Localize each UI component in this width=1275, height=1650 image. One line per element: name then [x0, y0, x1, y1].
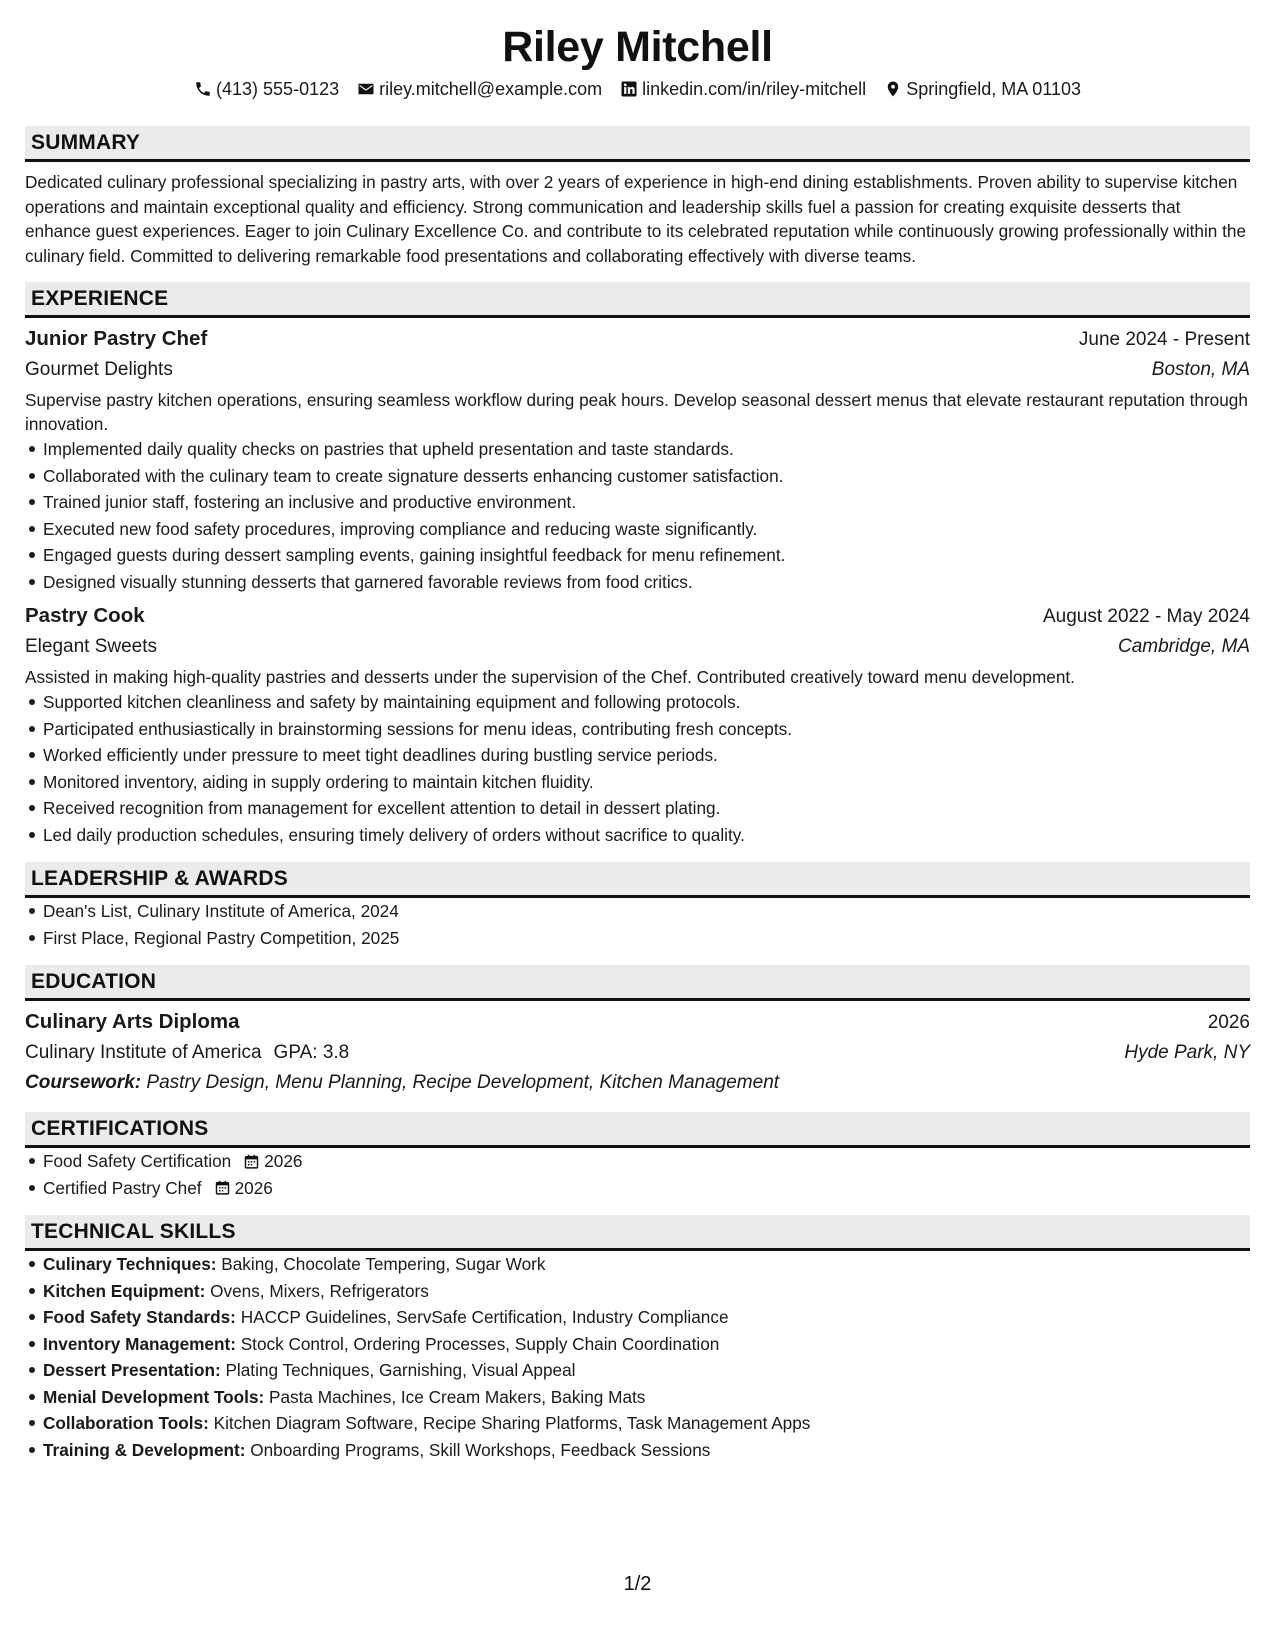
calendar-icon [214, 1179, 231, 1196]
list-item: Led daily production schedules, ensuring timely delivery of orders without sacrifice to quality. [43, 822, 1250, 849]
awards-list [25, 898, 1250, 951]
page-number: 1/2 [623, 1573, 652, 1595]
job-title: Junior Pastry Chef [25, 327, 208, 350]
section-title-skills: TECHNICAL SKILLS [25, 1215, 1250, 1251]
list-item [43, 1410, 1250, 1437]
list-item: Designed visually stunning desserts that garnered favorable reviews from food critics. [43, 569, 1250, 596]
skill-label: Menial Development Tools: [43, 1386, 265, 1407]
list-item: Monitored inventory, aiding in supply ordering to maintain kitchen fluidity. [43, 769, 1250, 796]
list-item: Collaborated with the culinary team to create signature desserts enhancing customer satisfaction. [43, 463, 1250, 490]
location-text: Springfield, MA 01103 [906, 79, 1081, 99]
skill-value: Pasta Machines, Ice Cream Makers, Baking Mats [269, 1386, 646, 1407]
list-item: Participated enthusiastically in brainstorming sessions for menu ideas, contributing fresh concepts. [43, 716, 1250, 743]
awards-section [25, 862, 1250, 951]
list-item [43, 1278, 1250, 1305]
education-year: 2026 [1207, 1012, 1250, 1033]
skill-value: HACCP Guidelines, ServSafe Certification, Industry Compliance [240, 1307, 729, 1327]
cert-name: Certified Pastry Chef [43, 1177, 202, 1198]
linkedin-link[interactable]: linkedin.com/in/riley-mitchell [642, 79, 867, 99]
list-item: Worked efficiently under pressure to meet tight deadlines during bustling service periods. [43, 742, 1250, 769]
contact-location [884, 76, 1081, 102]
list-item: Engaged guests during dessert sampling events, gaining insightful feedback for menu refinement. [43, 542, 1250, 569]
certifications-section [25, 1112, 1250, 1201]
job-dates: August 2022 - May 2024 [1042, 606, 1250, 627]
map-pin-icon [884, 80, 902, 98]
job-title: Pastry Cook [25, 604, 145, 627]
linkedin-icon [620, 80, 638, 98]
list-item [43, 1331, 1250, 1358]
contact-bar [25, 76, 1250, 102]
skills-section [25, 1215, 1250, 1463]
job-entry [25, 324, 1250, 595]
candidate-name: Riley Mitchell [502, 23, 773, 71]
list-item [43, 1175, 1250, 1202]
section-title-certifications: CERTIFICATIONS [25, 1112, 1250, 1148]
coursework [25, 1068, 1250, 1098]
experience-section [25, 282, 1250, 848]
skill-label: Collaboration Tools: [43, 1413, 209, 1433]
calendar-icon [243, 1153, 260, 1170]
job-description: Assisted in making high-quality pastries and desserts under the supervision of the Chef. Contributed creatively toward menu development. [25, 667, 1075, 687]
list-item: Implemented daily quality checks on pastries that upheld presentation and taste standards. [43, 436, 1250, 463]
skill-value: Baking, Chocolate Tempering, Sugar Work [221, 1254, 546, 1274]
gpa-text: GPA: 3.8 [273, 1042, 350, 1063]
skill-value: Plating Techniques, Garnishing, Visual Appeal [225, 1360, 576, 1380]
skill-label: Kitchen Equipment: [43, 1280, 206, 1301]
coursework-label: Coursework: [25, 1072, 142, 1093]
list-item [43, 1148, 1250, 1175]
skill-value: Stock Control, Ordering Processes, Supply Chain Coordination [240, 1333, 720, 1354]
section-title-awards: LEADERSHIP & AWARDS [25, 862, 1250, 898]
email-link[interactable]: riley.mitchell@example.com [379, 79, 603, 99]
skill-label: Culinary Techniques: [43, 1254, 217, 1274]
job-bullets [25, 689, 1250, 848]
list-item: First Place, Regional Pastry Competition, 2025 [43, 925, 1250, 952]
section-title-summary: SUMMARY [25, 126, 1250, 162]
education-entry [25, 1007, 1250, 1098]
list-item: Dean's List, Culinary Institute of America, 2024 [43, 898, 1250, 925]
skill-label: Inventory Management: [43, 1333, 236, 1354]
cert-year: 2026 [264, 1151, 303, 1171]
list-item [43, 1437, 1250, 1464]
skill-label: Training & Development: [43, 1439, 246, 1460]
section-title-experience: EXPERIENCE [25, 282, 1250, 318]
list-item [43, 1357, 1250, 1384]
phone-text: (413) 555-0123 [216, 79, 340, 99]
list-item [43, 1384, 1250, 1411]
skill-value: Onboarding Programs, Skill Workshops, Feedback Sessions [250, 1439, 711, 1460]
job-dates: June 2024 - Present [1078, 329, 1250, 350]
certifications-list [25, 1148, 1250, 1201]
list-item: Received recognition from management for excellent attention to detail in dessert plating. [43, 795, 1250, 822]
cert-name: Food Safety Certification [43, 1151, 232, 1171]
resume-page [25, 20, 1250, 1463]
skill-label: Food Safety Standards: [43, 1307, 236, 1327]
skill-label: Dessert Presentation: [43, 1360, 221, 1380]
job-description: Supervise pastry kitchen operations, ensuring seamless workflow during peak hours. Develop seasonal dessert menus that elevate restaurant reputation through innovation. [25, 390, 1248, 434]
job-company: Elegant Sweets [25, 636, 158, 657]
job-location: Boston, MA [1151, 359, 1250, 380]
list-item [43, 1251, 1250, 1278]
degree-title: Culinary Arts Diploma [25, 1010, 240, 1033]
job-entry [25, 601, 1250, 848]
contact-linkedin[interactable] [620, 76, 866, 102]
list-item: Executed new food safety procedures, improving compliance and reducing waste significantly. [43, 516, 1250, 543]
contact-email[interactable] [357, 76, 602, 102]
list-item [43, 1304, 1250, 1331]
education-location: Hyde Park, NY [1124, 1042, 1250, 1063]
job-bullets [25, 436, 1250, 595]
coursework-text: Pastry Design, Menu Planning, Recipe Development, Kitchen Management [146, 1072, 780, 1093]
skill-value: Ovens, Mixers, Refrigerators [210, 1280, 429, 1301]
envelope-icon [357, 80, 375, 98]
cert-year: 2026 [234, 1177, 273, 1198]
job-company: Gourmet Delights [25, 359, 173, 380]
summary-text: Dedicated culinary professional specializing in pastry arts, with over 2 years of experience in high-end dining establishments. Proven ability to supervise kitchen operations and maintain exceptional quality and efficiency. Strong communication and leadership skills fuel a passion for creating exquisite desserts that enhance guest experiences. Eager to join Culinary Excellence Co. and contribute to its celebrated reputation while continuously growing professionally within the culinary field. Committed to delivering remarkable food presentations and collaborating effectively with diverse teams. [25, 172, 1247, 266]
list-item: Supported kitchen cleanliness and safety by maintaining equipment and following protocols. [43, 689, 1250, 716]
education-section [25, 965, 1250, 1098]
section-title-education: EDUCATION [25, 965, 1250, 1001]
contact-phone [194, 76, 339, 102]
phone-icon [194, 80, 212, 98]
skill-value: Kitchen Diagram Software, Recipe Sharing Platforms, Task Management Apps [213, 1413, 811, 1433]
school-name: Culinary Institute of America [25, 1042, 262, 1063]
job-location: Cambridge, MA [1118, 636, 1250, 657]
list-item: Trained junior staff, fostering an inclusive and productive environment. [43, 489, 1250, 516]
skills-list [25, 1251, 1250, 1463]
summary-section [25, 126, 1250, 268]
